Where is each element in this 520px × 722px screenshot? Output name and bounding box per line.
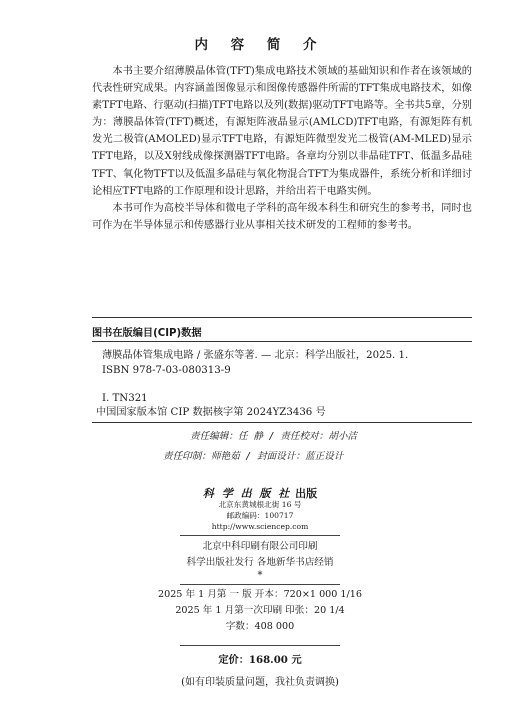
publisher-postcode: 邮政编码：100717 <box>226 511 294 520</box>
word-count: 字数：408 000 <box>225 621 295 632</box>
cip-bottom-rule <box>92 422 472 423</box>
production-credits: 责任印制：师艳茹 / 封面设计：蓝正设计 <box>163 451 344 462</box>
printer-info: 北京中科印刷有限公司印刷 <box>202 541 318 552</box>
price: 定价：168.00 元 <box>218 654 302 666</box>
abstract-paragraph-2: 本书可作为高校半导体和微电子学科的高年级本科生和研究生的参考书，同时也可作为在半导体显示和传感器行业从事相关技术研发的工程师的参考书。 <box>92 202 472 231</box>
cip-classification <box>102 391 472 406</box>
quality-notice: (如有印装质量问题，我社负责调换) <box>181 677 339 688</box>
publisher-address: 北京东黄城根北街 16 号 <box>218 500 302 509</box>
cip-citation <box>102 348 472 378</box>
cip-line-1: 薄膜晶体管集成电路 / 张盛东等著. — 北京：科学出版社，2025. 1. <box>102 350 409 361</box>
publisher-rule <box>180 535 340 536</box>
distribution-info: 科学出版社发行 各地新华书店经销 <box>186 557 334 568</box>
separator-star: * <box>257 570 263 581</box>
cip-heading-rule <box>92 341 472 342</box>
cip-class-number: Ⅰ. TN321 <box>102 393 148 404</box>
cip-heading: 图书在版编目(CIP)数据 <box>92 328 202 339</box>
cip-record-number: 中国国家版本馆 CIP 数据核字第 2024YZ3436 号 <box>96 407 326 418</box>
editor-credits: 责任编辑：任 静 / 责任校对：胡小洁 <box>190 431 358 442</box>
publisher-logo <box>0 485 520 501</box>
cip-top-rule <box>92 317 472 318</box>
publisher-suffix: 出版 <box>295 487 318 500</box>
edition-info: 2025 年 1 月第 一 版 开本：720×1 000 1/16 <box>158 589 362 600</box>
page-title: 内 容 简 介 <box>194 37 326 53</box>
impression-info: 2025 年 1 月第一次印刷 印张：20 1/4 <box>175 605 345 616</box>
cip-isbn: ISBN 978-7-03-080313-9 <box>102 365 231 376</box>
publisher-logo-text: 科 学 出 版 社 <box>202 487 292 500</box>
cip-record <box>96 405 466 420</box>
price-rule <box>180 645 340 646</box>
abstract <box>92 63 472 234</box>
publisher-website: http://www.sciencep.com <box>211 522 309 531</box>
abstract-paragraph-1: 本书主要介绍薄膜晶体管(TFT)集成电路技术领域的基础知识和作者在该领域的代表性研究成果。内容涵盖图像显示和图像传感器件所需的TFT集成电路技术，如像素TFT电路、行驱动(扫描)TFT电路以及列(数据)驱动TFT电路等。全书共5章，分别为：薄膜晶体管(TFT)概述，有源矩阵液晶显示(AMLCD)TFT电路，有源矩阵有机发光二极管(AMOLED)显示TFT电路，有源矩阵微型发光二极管(AM-MLED)显示TFT电路，以及X射线成像探测器TFT电路。各章均分别以非晶硅TFT、低温多晶硅TFT、氧化物TFT以及低温多晶硅与氧化物混合TFT为集成器件，系统分析和详细讨论相应TFT电路的工作原理和设计思路，并给出若干电路实例。 <box>92 66 472 197</box>
print-rule <box>180 584 340 585</box>
